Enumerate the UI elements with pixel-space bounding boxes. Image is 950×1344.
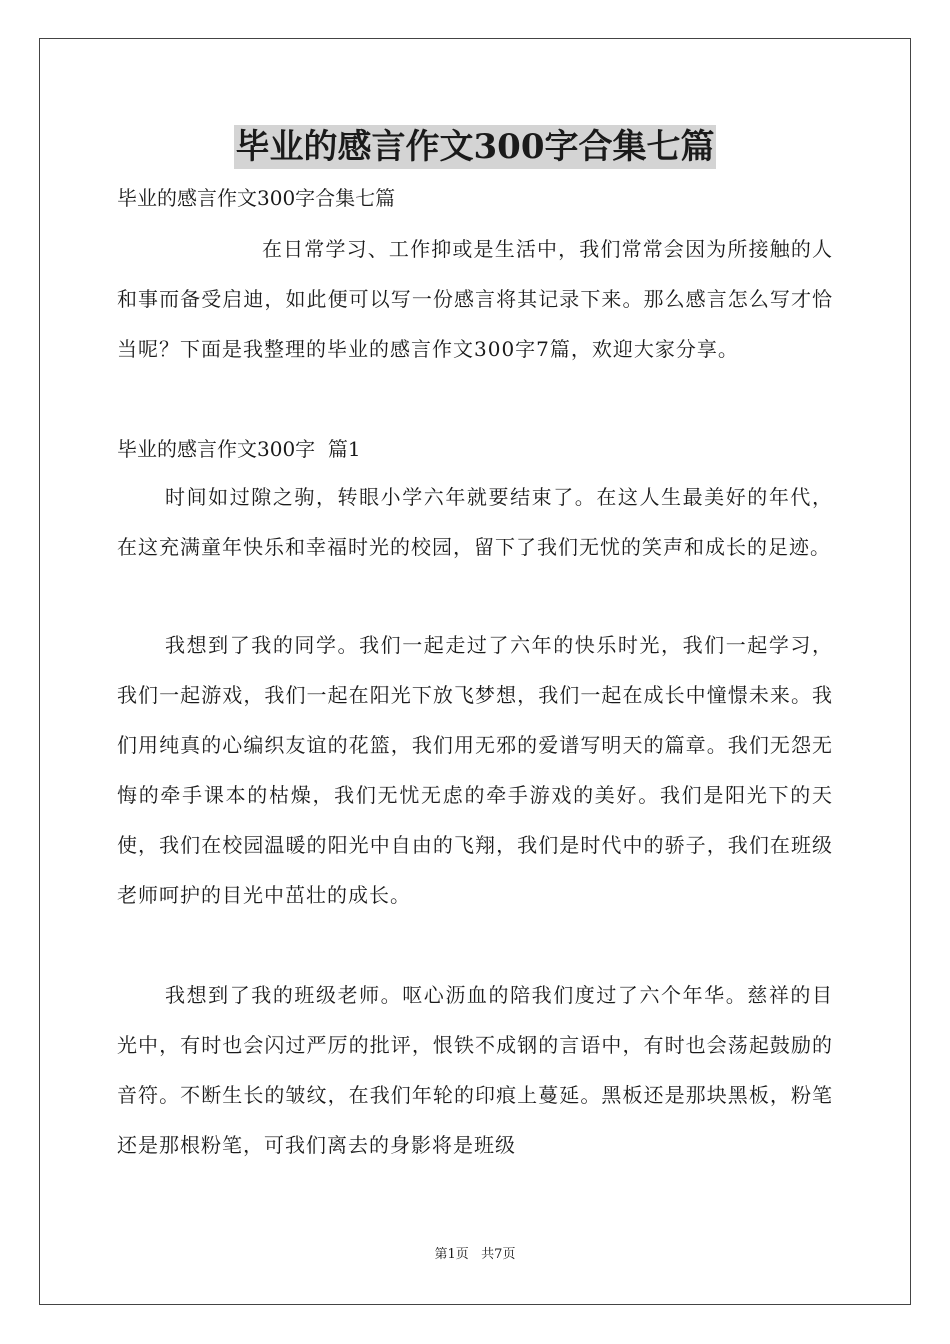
body-paragraph: 我想到了我的班级老师。呕心沥血的陪我们度过了六个年华。慈祥的目光中，有时也会闪过严厉的批评，恨铁不成钢的言语中，有时也会荡起鼓励的音符。不断生长的皱纹，在我们年轮的印痕上蔓延。黑板还是那块黑板，粉笔还是那根粉笔，可我们离去的身影将是班级 — [117, 983, 833, 1157]
section-heading: 毕业的感言作文300字 篇1 — [117, 437, 361, 461]
intro-paragraph: 在日常学习、工作抑或是生活中，我们常常会因为所接触的人和事而备受启迪，如此便可以写一份感言将其记录下来。那么感言怎么写才恰当呢？下面是我整理的毕业的感言作文300字7篇，欢迎大家分享。 — [117, 237, 833, 361]
body-paragraph: 我想到了我的同学。我们一起走过了六年的快乐时光，我们一起学习，我们一起游戏，我们一起在阳光下放飞梦想，我们一起在成长中憧憬未来。我们用纯真的心编织友谊的花篮，我们用无邪的爱谱写明天的篇章。我们无怨无悔的牵手课本的枯燥，我们无忧无虑的牵手游戏的美好。我们是阳光下的天使，我们在校园温暖的阳光中自由的飞翔，我们是时代中的骄子，我们在班级老师呵护的目光中茁壮的成长。 — [117, 633, 833, 907]
page-title: 毕业的感言作文300字合集七篇 — [235, 127, 715, 167]
document-subtitle: 毕业的感言作文300字合集七篇 — [117, 186, 396, 210]
body-paragraph: 时间如过隙之驹，转眼小学六年就要结束了。在这人生最美好的年代，在这充满童年快乐和幸福时光的校园，留下了我们无忧的笑声和成长的足迹。 — [117, 485, 833, 559]
title-wrapper — [0, 125, 950, 169]
page-footer: 第1页 共7页 — [434, 1247, 516, 1262]
